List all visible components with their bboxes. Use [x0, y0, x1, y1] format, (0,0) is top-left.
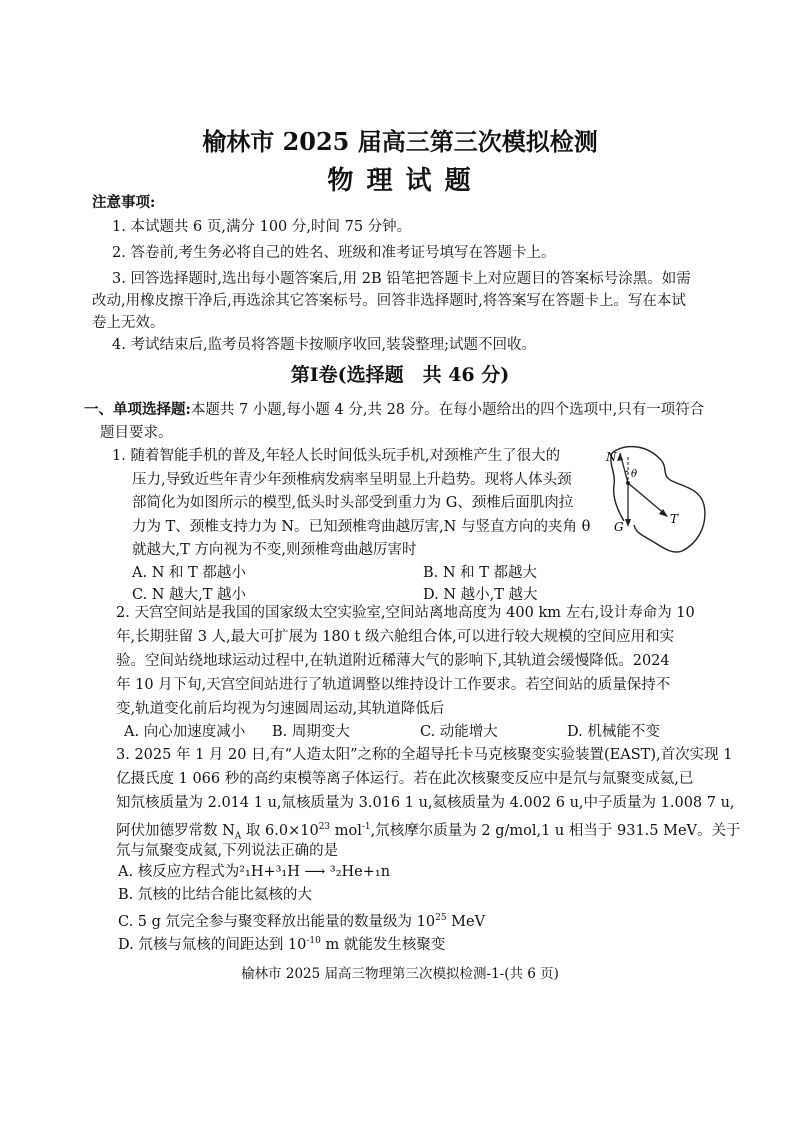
question-3-text: 氘与氚聚变成氦,下列说法正确的是 [116, 843, 339, 859]
question-2-text: 变,轨道变化前后均视为匀速圆周运动,其轨道降低后 [116, 701, 445, 717]
force-g-arrowhead [625, 519, 631, 527]
page-footer: 榆林市 2025 届高三物理第三次模拟检测-1-(共 6 页) [241, 966, 559, 982]
label-n: N [606, 450, 617, 464]
force-origin-point [626, 481, 630, 485]
question-1-text: 1. 随着智能手机的普及,年轻人长时间低头玩手机,对颈椎产生了很大的 [112, 448, 561, 464]
question-1-option-b: B. N 和 T 都越大 [423, 565, 538, 581]
notice-line: 4. 考试结束后,监考员将答题卡按顺序收回,装袋整理;试题不回收。 [112, 337, 537, 353]
question-1-option-a: A. N 和 T 都越小 [132, 565, 246, 581]
question-1-text: 就越大,T 方向视为不变,则颈椎弯曲越厉害时 [132, 542, 417, 558]
label-t: T [670, 512, 679, 526]
part-instruction: 题目要求。 [100, 425, 173, 441]
question-2-option-a: A. 向心加速度减小 [124, 724, 246, 740]
section-title: 第Ⅰ卷(选择题 共 46 分) [290, 364, 510, 386]
notice-line: 1. 本试题共 6 页,满分 100 分,时间 75 分钟。 [112, 219, 412, 235]
question-2-text: 年 10 月下旬,天宫空间站进行了轨道调整以维持设计工作要求。若空间站的质量保持不 [116, 677, 671, 693]
neck-force-diagram [590, 443, 718, 558]
label-theta: θ [631, 469, 638, 480]
question-3-option-c: C. 5 g 氘完全参与聚变释放出能量的数量级为 $10^{25}$ MeV [118, 913, 486, 930]
label-g: G [614, 520, 624, 534]
question-2-text: 2. 天宫空间站是我国的国家级太空实验室,空间站离地高度为 400 km 左右,设计寿命为 10 [116, 605, 695, 621]
notice-heading: 注意事项: [92, 194, 156, 211]
notice-line: 改动,用橡皮擦干净后,再选涂其它答案标号。回答非选择题时,将答案写在答题卡上。写在本试 [92, 293, 686, 309]
force-t-arrow [628, 483, 666, 515]
part-label: 一、单项选择题: [84, 401, 191, 418]
question-3-text: 3. 2025 年 1 月 20 日,有“人造太阳”之称的全超导托卡马克核聚变实验装置(EAST),首次实现 1 [116, 747, 733, 763]
question-3-option-a: A. 核反应方程式为²₁H+³₁H ⟶ ³₂He+₁n [118, 864, 391, 880]
question-1-text: 压力,导致近些年青少年颈椎病发病率呈明显上升趋势。现将人体头颈 [132, 472, 572, 488]
force-n-arrowhead [617, 453, 623, 461]
page-subtitle: 物 理 试 题 [327, 166, 473, 196]
question-2-text: 年,长期驻留 3 人,最大可扩展为 180 t 级六舱组合体,可以进行较大规模的空间应用和实 [116, 629, 675, 645]
notice-line: 3. 回答选择题时,选出每小题答案后,用 2B 铅笔把答题卡上对应题目的答案标号涂黑。如需 [112, 271, 691, 287]
question-3-text: 知氘核质量为 2.014 1 u,氚核质量为 3.016 1 u,氦核质量为 4.002 6 u,中子质量为 1.008 7 u, [116, 795, 735, 811]
question-1-option-c: C. N 越大,T 越小 [132, 587, 246, 603]
question-3-option-d: D. 氘核与氚核的间距达到 $10^{-10}$ m 就能发生核聚变 [118, 936, 446, 953]
part-instruction: 本题共 7 小题,每小题 4 分,共 28 分。在每小题给出的四个选项中,只有一项符合 [190, 402, 705, 418]
question-2-text: 验。空间站绕地球运动过程中,在轨道附近稀薄大气的影响下,其轨道会缓慢降低。2024 [116, 653, 670, 669]
question-2-option-c: C. 动能增大 [420, 724, 498, 740]
notice-line: 卷上无效。 [92, 315, 165, 331]
question-3-option-b: B. 氘核的比结合能比氦核的大 [118, 887, 312, 903]
notice-line: 2. 答卷前,考生务必将自己的姓名、班级和准考证号填写在答题卡上。 [112, 245, 556, 261]
question-1-text: 力为 T、颈椎支持力为 N。已知颈椎弯曲越厉害,N 与竖直方向的夹角 θ [132, 519, 591, 535]
question-3-text: 亿摄氏度 1 066 秒的高约束模等离子体运行。若在此次核聚变反应中是氘与氚聚变成氦,已 [116, 771, 694, 787]
question-2-option-d: D. 机械能不变 [567, 724, 660, 740]
question-3-text: 阿伏加德罗常数 $N_A$ 取 $6.0\times 10^{23}$ mol$^{-1}$,氘核摩尔质量为 2 g/mol,1 u 相当于 931.5 MeV。关于 [116, 822, 741, 842]
page-title: 榆林市 2025 届高三第三次模拟检测 [202, 127, 598, 156]
question-1-text: 部简化为如图所示的模型,低头时头部受到重力为 G、颈椎后面肌肉拉 [132, 495, 574, 511]
question-1-option-d: D. N 越小,T 越大 [423, 587, 538, 603]
question-2-option-b: B. 周期变大 [272, 724, 350, 740]
head-outline [612, 447, 705, 552]
